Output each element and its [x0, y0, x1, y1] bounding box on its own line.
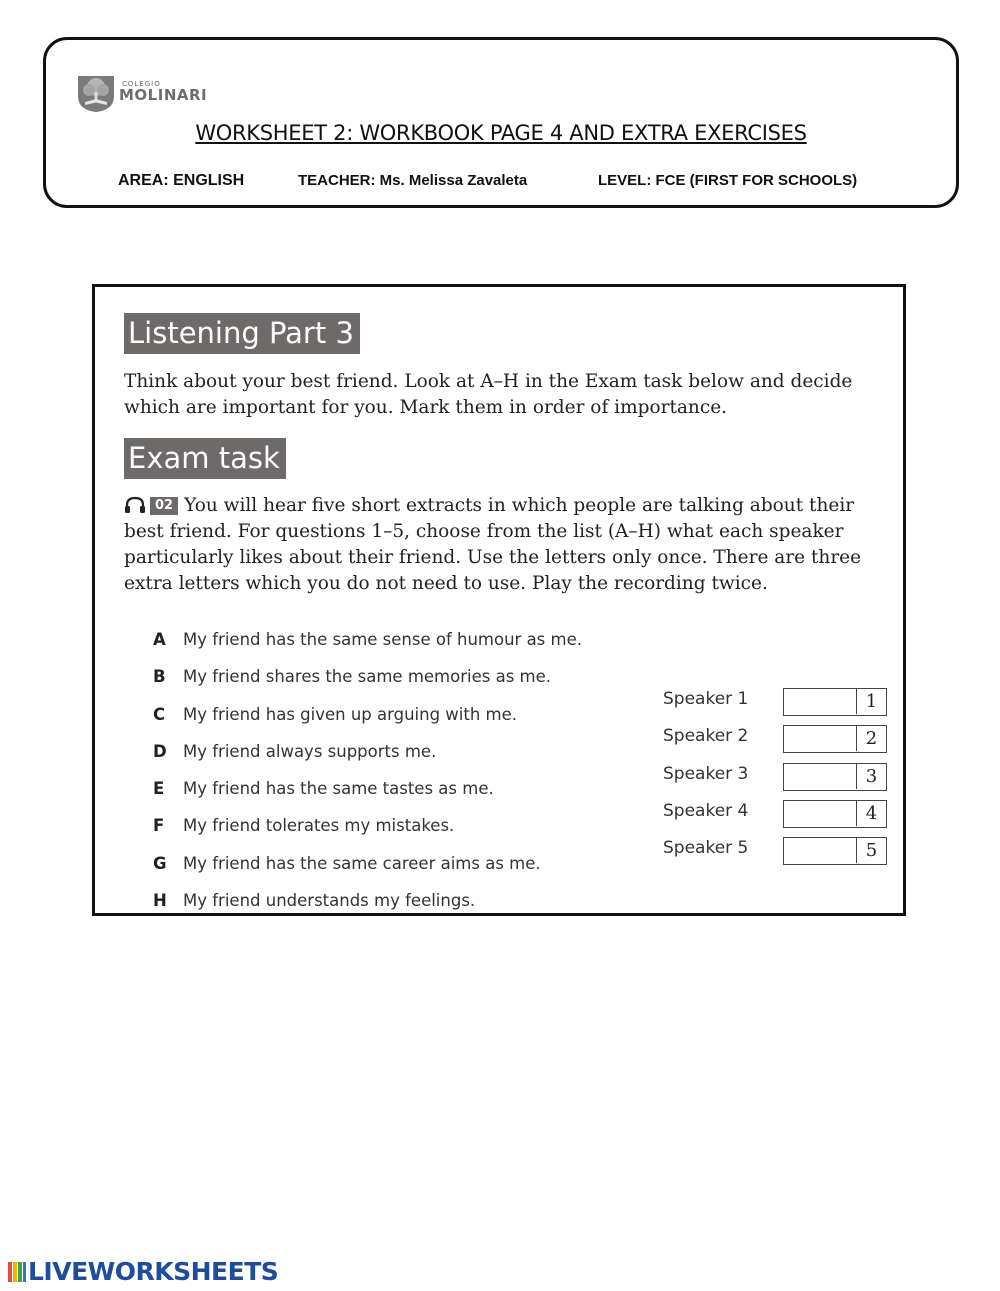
option-text: My friend has the same tastes as me. [183, 779, 494, 799]
exam-task-heading: Exam task [124, 438, 286, 479]
brand-name: LIVEWORKSHEETS [28, 1257, 279, 1286]
question-number: 1 [856, 689, 886, 714]
option-letter: E [153, 779, 165, 799]
logo-name: MOLINARI [119, 86, 208, 104]
question-number: 3 [856, 764, 886, 789]
speaker-3-answer-input[interactable] [784, 764, 857, 789]
answer-box [783, 800, 887, 828]
option-item [153, 816, 582, 853]
question-number: 5 [856, 838, 886, 863]
speaker-answers [663, 685, 893, 871]
option-letter: B [153, 667, 166, 687]
option-item [153, 854, 582, 891]
option-text: My friend understands my feelings. [183, 891, 476, 911]
option-letter: G [153, 853, 167, 873]
school-logo [74, 70, 214, 114]
area-label: AREA: ENGLISH [118, 172, 245, 189]
worksheet-title: WORKSHEET 2: WORKBOOK PAGE 4 AND EXTRA EXERCISES [195, 121, 807, 145]
option-text: My friend shares the same memories as me. [183, 667, 552, 687]
answer-box [783, 725, 887, 753]
speaker-4-answer-input[interactable] [784, 801, 857, 826]
option-item [153, 705, 582, 742]
speaker-row [663, 797, 893, 834]
option-text: My friend has given up arguing with me. [183, 704, 518, 724]
option-item [153, 779, 582, 816]
speaker-2-answer-input[interactable] [784, 726, 857, 751]
speaker-row [663, 760, 893, 797]
speaker-label: Speaker 3 [663, 763, 749, 784]
tree-logo-icon [74, 70, 118, 114]
track-number-badge: 02 [150, 497, 178, 515]
headphones-icon[interactable] [124, 496, 146, 514]
instructions-text: You will hear five short extracts in which people are talking about their best friend. For questions 1–5, choose from the list (A–H) what each speaker particularly likes about their friend. Use the letters only once. There are three extra letters which you do not need to use. Play the recording twice. [124, 495, 862, 594]
option-item [153, 667, 582, 704]
answer-box [783, 763, 887, 791]
option-text: My friend has the same career aims as me. [183, 853, 541, 873]
option-item [153, 742, 582, 779]
logo-subtitle: COLEGIO [122, 80, 161, 88]
question-number: 4 [856, 801, 886, 826]
answer-options-list [153, 630, 582, 916]
option-item [153, 891, 582, 916]
liveworksheets-logo-icon [8, 1260, 26, 1284]
option-text: My friend has the same sense of humour as me. [183, 630, 582, 649]
option-letter: C [153, 704, 166, 724]
speaker-5-answer-input[interactable] [784, 838, 857, 863]
answer-box [783, 837, 887, 865]
option-letter: D [153, 741, 167, 761]
level-label: LEVEL: FCE (FIRST FOR SCHOOLS) [598, 172, 858, 189]
option-text: My friend tolerates my mistakes. [183, 816, 455, 836]
instructions-paragraph [124, 493, 884, 597]
speaker-1-answer-input[interactable] [784, 689, 857, 714]
intro-paragraph: Think about your best friend. Look at A–H in the Exam task below and decide which are important for you. Mark them in order of importance. [124, 371, 853, 418]
speaker-label: Speaker 4 [663, 800, 749, 821]
option-letter: A [153, 630, 166, 649]
teacher-label: TEACHER: Ms. Melissa Zavaleta [298, 172, 528, 189]
speaker-label: Speaker 2 [663, 726, 749, 747]
answer-box [783, 688, 887, 716]
question-number: 2 [856, 726, 886, 751]
speaker-label: Speaker 5 [663, 838, 749, 859]
speaker-row [663, 834, 893, 871]
speaker-row [663, 722, 893, 759]
speaker-label: Speaker 1 [663, 689, 749, 709]
option-item [153, 630, 582, 667]
speaker-row [663, 685, 893, 722]
option-letter: F [153, 816, 165, 836]
option-text: My friend always supports me. [183, 741, 437, 761]
worksheet-header [43, 37, 959, 208]
exam-task-panel [92, 284, 906, 916]
option-letter: H [153, 891, 167, 911]
listening-heading: Listening Part 3 [124, 313, 360, 354]
